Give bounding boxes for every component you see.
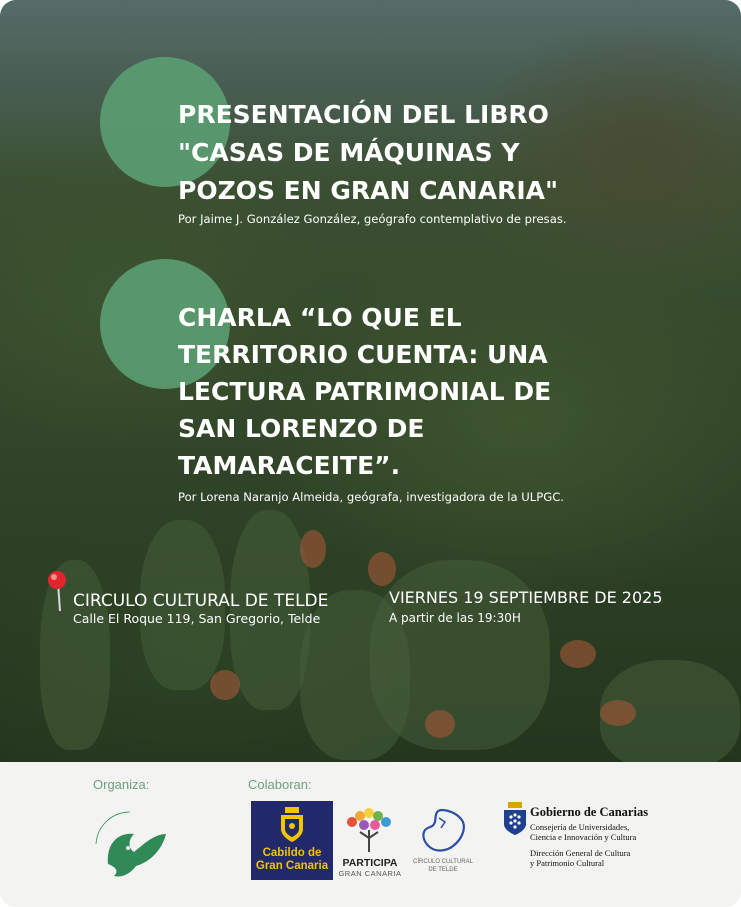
- gobierno-sub4: y Patrimonio Cultural: [530, 858, 605, 868]
- event-time: A partir de las 19:30H: [389, 611, 521, 625]
- coat-of-arms-icon: [279, 807, 305, 843]
- gobierno-logo: [530, 805, 648, 868]
- cabildo-line1: Cabildo de: [262, 847, 322, 859]
- gobierno-sub3: Dirección General de Cultura: [530, 848, 631, 858]
- venue-name: CIRCULO CULTURAL DE TELDE: [73, 591, 329, 611]
- event-date: VIERNES 19 SEPTIEMBRE DE 2025: [389, 588, 663, 607]
- talk2-title: CHARLA “LO QUE EL TERRITORIO CUENTA: UNA LECTURA PATRIMONIAL DE SAN LORENZO DE TAMARACEITE”.: [178, 303, 552, 480]
- circulo-logo: [408, 858, 478, 874]
- participa-logo: [336, 857, 404, 878]
- organiza-label: Organiza:: [93, 777, 150, 792]
- cabildo-line2: Gran Canaria: [255, 860, 329, 872]
- gobierno-title: Gobierno de Canarias: [530, 805, 649, 819]
- cabildo-logo: [251, 801, 333, 880]
- circulo-line2: DE TELDE: [428, 867, 458, 873]
- participa-line1: PARTICIPA: [342, 857, 398, 869]
- dove-icon: [88, 804, 172, 886]
- gobierno-shield-icon: [503, 802, 527, 836]
- talk2-byline: Por Lorena Naranjo Almeida, geógrafa, investigadora de la ULPGC.: [178, 490, 564, 504]
- circulo-line1: CÍRCULO CULTURAL: [413, 859, 473, 865]
- participa-line2: GRAN CANARIA: [338, 869, 402, 878]
- talk1-byline: Por Jaime J. González González, geógrafo contemplativo de presas.: [178, 212, 567, 226]
- gobierno-sub2: Ciencia e Innovación y Cultura: [530, 832, 637, 842]
- map-pin-icon: [46, 569, 70, 613]
- circulo-island-icon: [419, 808, 467, 854]
- talk1-title: PRESENTACIÓN DEL LIBRO "CASAS DE MÁQUINAS Y POZOS EN GRAN CANARIA": [178, 100, 559, 205]
- colaboran-label: Colaboran:: [248, 777, 312, 792]
- gobierno-sub1: Consejería de Universidades,: [530, 822, 630, 832]
- participa-tree-icon: [342, 808, 398, 856]
- venue-address: Calle El Roque 119, San Gregorio, Telde: [73, 611, 321, 626]
- sponsors-footer: [0, 762, 741, 907]
